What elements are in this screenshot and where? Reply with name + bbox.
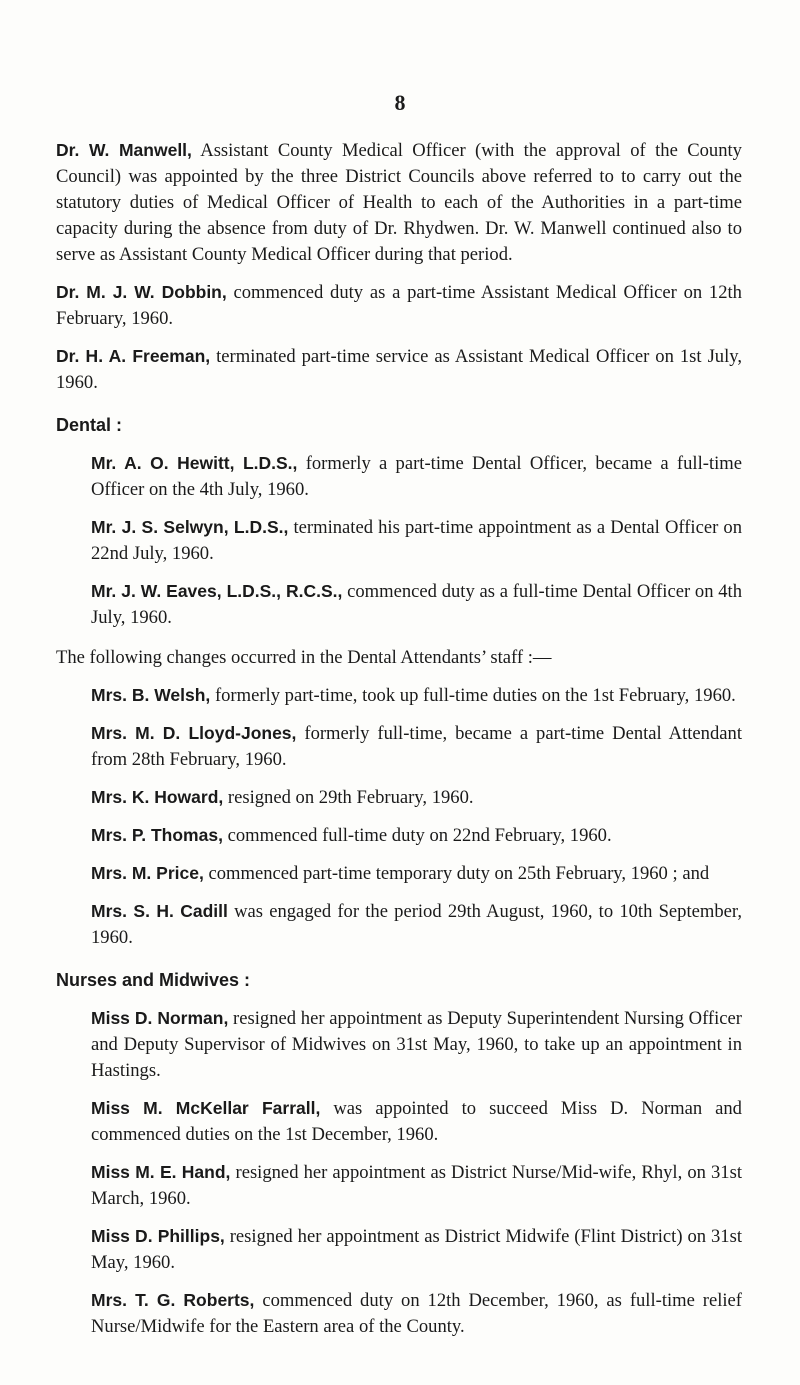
document-body bbox=[56, 137, 742, 1351]
staff-name: Mrs. B. Welsh, bbox=[91, 685, 211, 705]
staff-entry bbox=[91, 822, 742, 849]
staff-name: Mrs. M. D. Lloyd-Jones, bbox=[91, 723, 297, 743]
staff-name: Miss M. E. Hand, bbox=[91, 1162, 231, 1182]
staff-name: Dr. W. Manwell, bbox=[56, 140, 192, 160]
staff-detail: commenced duty as a part-time Assistant Medical Officer on 12th February, 1960. bbox=[56, 282, 742, 329]
staff-name: Dr. M. J. W. Dobbin, bbox=[56, 282, 227, 302]
staff-detail: Assistant County Medical Officer (with the approval of the County Council) was appointed by the three District Councils above referred to to carry out the statutory duties of Medical Officer of Health to each of the Authorities in a part-time capacity during the absence from duty of Dr. Rhydwen. Dr. W. Manwell continued also to serve as Assistant County Medical Officer during that period. bbox=[56, 140, 742, 265]
staff-detail: resigned her appointment as District Nurse/Mid-wife, Rhyl, on 31st March, 1960. bbox=[91, 1162, 743, 1209]
staff-name: Mr. J. W. Eaves, L.D.S., R.C.S., bbox=[91, 581, 343, 601]
staff-name: Mr. J. S. Selwyn, L.D.S., bbox=[91, 517, 289, 537]
staff-entry bbox=[91, 1159, 742, 1212]
staff-entry bbox=[91, 1223, 742, 1276]
staff-entry bbox=[91, 1287, 742, 1340]
section-heading-dental: Dental : bbox=[56, 415, 123, 435]
staff-entry bbox=[91, 682, 742, 709]
staff-name: Mrs. P. Thomas, bbox=[91, 825, 223, 845]
staff-detail: was engaged for the period 29th August, 1960, to 10th September, 1960. bbox=[91, 901, 742, 948]
staff-entry bbox=[91, 720, 742, 773]
staff-detail: commenced full-time duty on 22nd February, 1960. bbox=[222, 825, 612, 846]
staff-detail: resigned on 29th February, 1960. bbox=[223, 787, 474, 808]
staff-entry bbox=[91, 784, 742, 811]
staff-detail: commenced duty on 12th December, 1960, as full-time relief Nurse/Midwife for the Eastern area of the County. bbox=[91, 1290, 743, 1337]
staff-detail: formerly part-time, took up full-time duties on the 1st February, 1960. bbox=[210, 685, 736, 706]
page-number: 8 bbox=[394, 90, 406, 115]
staff-detail: was appointed to succeed Miss D. Norman and commenced duties on the 1st December, 1960. bbox=[91, 1098, 742, 1145]
staff-entry bbox=[91, 450, 742, 503]
staff-detail: terminated part-time service as Assistant Medical Officer on 1st July, 1960. bbox=[56, 346, 743, 393]
staff-entry bbox=[91, 578, 742, 631]
staff-name: Mr. A. O. Hewitt, L.D.S., bbox=[91, 453, 298, 473]
staff-name: Dr. H. A. Freeman, bbox=[56, 346, 211, 366]
staff-entry bbox=[56, 137, 742, 268]
staff-detail: resigned her appointment as District Midwife (Flint District) on 31st May, 1960. bbox=[91, 1226, 742, 1273]
staff-detail: terminated his part-time appointment as a Dental Officer on 22nd July, 1960. bbox=[91, 517, 742, 564]
staff-name: Miss M. McKellar Farrall, bbox=[91, 1098, 321, 1118]
staff-entry bbox=[91, 514, 742, 567]
staff-detail: formerly a part-time Dental Officer, became a full-time Officer on the 4th July, 1960. bbox=[91, 453, 742, 500]
staff-name: Mrs. K. Howard, bbox=[91, 787, 224, 807]
staff-name: Miss D. Norman, bbox=[91, 1008, 229, 1028]
staff-entry bbox=[91, 1095, 742, 1148]
staff-detail: commenced duty as a full-time Dental Officer on 4th July, 1960. bbox=[91, 581, 743, 628]
staff-detail: commenced part-time temporary duty on 25th February, 1960 ; and bbox=[203, 863, 710, 884]
staff-detail: resigned her appointment as Deputy Superintendent Nursing Officer and Deputy Supervisor of Midwives on 31st May, 1960, to take up an appointment in Hastings. bbox=[91, 1008, 742, 1081]
staff-name: Mrs. M. Price, bbox=[91, 863, 204, 883]
staff-entry bbox=[91, 1005, 742, 1084]
staff-name: Mrs. T. G. Roberts, bbox=[91, 1290, 255, 1310]
staff-detail: formerly full-time, became a part-time Dental Attendant from 28th February, 1960. bbox=[91, 723, 742, 770]
staff-entry bbox=[91, 860, 742, 887]
staff-entry bbox=[56, 343, 742, 396]
section-heading-nurses: Nurses and Midwives : bbox=[56, 970, 251, 990]
staff-name: Mrs. S. H. Cadill bbox=[91, 901, 228, 921]
staff-entry bbox=[56, 279, 742, 332]
attendants-intro: The following changes occurred in the Dental Attendants’ staff :— bbox=[56, 647, 552, 668]
staff-name: Miss D. Phillips, bbox=[91, 1226, 225, 1246]
staff-entry bbox=[91, 898, 742, 951]
